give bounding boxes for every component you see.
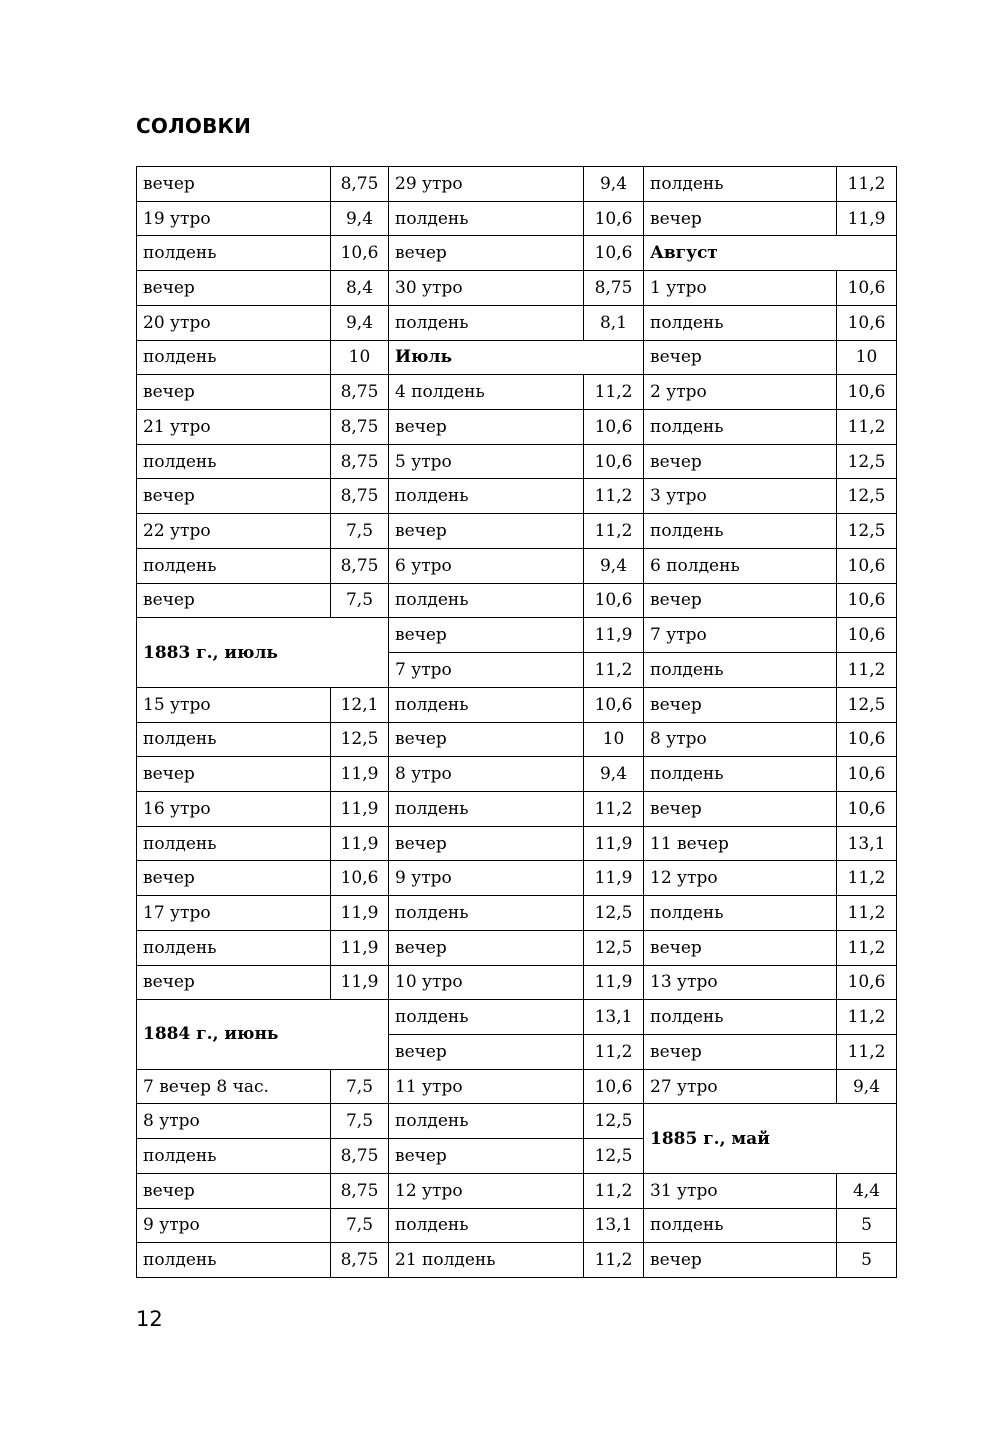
time-label-cell: 11 утро [389, 1070, 584, 1105]
time-label-cell: 13 утро [644, 966, 837, 1001]
value-cell: 9,4 [584, 167, 644, 202]
time-label-cell: полдень [137, 827, 331, 862]
value-cell: 8,75 [331, 410, 389, 445]
time-label-cell: вечер [137, 167, 331, 202]
value-cell: 8,75 [331, 1243, 389, 1278]
time-label-cell: 8 утро [644, 723, 837, 758]
value-cell: 10,6 [584, 1070, 644, 1105]
value-cell: 12,5 [331, 723, 389, 758]
value-cell: 10,6 [837, 618, 897, 653]
time-label-cell: 16 утро [137, 792, 331, 827]
value-cell: 10,6 [331, 861, 389, 896]
value-cell: 12,5 [837, 514, 897, 549]
value-cell: 9,4 [584, 549, 644, 584]
time-label-cell: 8 утро [137, 1104, 331, 1139]
time-label-cell: 11 вечер [644, 827, 837, 862]
time-label-cell: 21 полдень [389, 1243, 584, 1278]
value-cell: 12,5 [837, 445, 897, 480]
value-cell: 7,5 [331, 584, 389, 619]
value-cell: 11,2 [837, 410, 897, 445]
time-label-cell: полдень [644, 896, 837, 931]
value-cell: 8,75 [331, 445, 389, 480]
section-header: 1884 г., июнь [137, 1000, 389, 1069]
value-cell: 10,6 [584, 202, 644, 237]
time-label-cell: вечер [137, 757, 331, 792]
time-label-cell: полдень [644, 514, 837, 549]
time-label-cell: 6 полдень [644, 549, 837, 584]
value-cell: 11,9 [331, 966, 389, 1001]
time-label-cell: полдень [644, 1000, 837, 1035]
time-label-cell: полдень [137, 549, 331, 584]
time-label-cell: 7 утро [389, 653, 584, 688]
time-label-cell: полдень [137, 931, 331, 966]
time-label-cell: вечер [137, 584, 331, 619]
time-label-cell: 8 утро [389, 757, 584, 792]
value-cell: 8,75 [331, 479, 389, 514]
time-label-cell: 7 утро [644, 618, 837, 653]
time-label-cell: 29 утро [389, 167, 584, 202]
time-label-cell: вечер [137, 271, 331, 306]
section-header: 1883 г., июль [137, 618, 389, 687]
time-label-cell: вечер [644, 1035, 837, 1070]
time-label-cell: 9 утро [389, 861, 584, 896]
value-cell: 11,2 [837, 167, 897, 202]
value-cell: 11,2 [584, 792, 644, 827]
time-label-cell: вечер [644, 792, 837, 827]
time-label-cell: вечер [389, 410, 584, 445]
time-label-cell: полдень [389, 1209, 584, 1244]
value-cell: 11,9 [584, 827, 644, 862]
value-cell: 11,2 [837, 861, 897, 896]
value-cell: 7,5 [331, 1209, 389, 1244]
value-cell: 10,6 [837, 966, 897, 1001]
time-label-cell: полдень [389, 584, 584, 619]
value-cell: 12,5 [837, 479, 897, 514]
value-cell: 8,75 [584, 271, 644, 306]
time-label-cell: полдень [644, 653, 837, 688]
value-cell: 10,6 [584, 584, 644, 619]
time-label-cell: 7 вечер 8 час. [137, 1070, 331, 1105]
value-cell: 10,6 [837, 549, 897, 584]
value-cell: 11,2 [584, 375, 644, 410]
time-label-cell: 9 утро [137, 1209, 331, 1244]
value-cell: 10,6 [584, 445, 644, 480]
time-label-cell: вечер [644, 202, 837, 237]
page-number: 12 [136, 1307, 163, 1331]
value-cell: 11,9 [584, 966, 644, 1001]
value-cell: 10,6 [584, 410, 644, 445]
time-label-cell: полдень [137, 1243, 331, 1278]
value-cell: 11,2 [837, 653, 897, 688]
value-cell: 12,5 [837, 688, 897, 723]
value-cell: 10,6 [837, 757, 897, 792]
time-label-cell: вечер [389, 827, 584, 862]
time-label-cell: вечер [389, 618, 584, 653]
value-cell: 13,1 [584, 1209, 644, 1244]
time-label-cell: полдень [137, 445, 331, 480]
value-cell: 11,2 [584, 479, 644, 514]
time-label-cell: вечер [389, 723, 584, 758]
section-header: Август [644, 236, 897, 271]
value-cell: 8,75 [331, 375, 389, 410]
value-cell: 10 [584, 723, 644, 758]
value-cell: 8,75 [331, 1174, 389, 1209]
value-cell: 9,4 [584, 757, 644, 792]
time-label-cell: 15 утро [137, 688, 331, 723]
value-cell: 11,9 [331, 931, 389, 966]
value-cell: 8,75 [331, 167, 389, 202]
time-label-cell: вечер [137, 479, 331, 514]
time-label-cell: вечер [389, 1035, 584, 1070]
value-cell: 11,9 [331, 896, 389, 931]
time-label-cell: вечер [644, 445, 837, 480]
value-cell: 7,5 [331, 1104, 389, 1139]
time-label-cell: 22 утро [137, 514, 331, 549]
value-cell: 10,6 [584, 236, 644, 271]
time-label-cell: 10 утро [389, 966, 584, 1001]
time-label-cell: вечер [644, 341, 837, 376]
section-header: Июль [389, 341, 644, 376]
value-cell: 9,4 [331, 306, 389, 341]
time-label-cell: полдень [389, 688, 584, 723]
value-cell: 11,2 [584, 653, 644, 688]
time-label-cell: вечер [389, 1139, 584, 1174]
time-label-cell: 21 утро [137, 410, 331, 445]
value-cell: 10,6 [837, 723, 897, 758]
time-label-cell: 5 утро [389, 445, 584, 480]
value-cell: 10,6 [837, 584, 897, 619]
value-cell: 11,2 [584, 1174, 644, 1209]
time-label-cell: полдень [644, 1209, 837, 1244]
time-label-cell: полдень [137, 1139, 331, 1174]
time-label-cell: вечер [389, 514, 584, 549]
time-label-cell: полдень [644, 167, 837, 202]
page-title: СОЛОВКИ [136, 114, 252, 138]
time-label-cell: 4 полдень [389, 375, 584, 410]
value-cell: 11,9 [584, 861, 644, 896]
time-label-cell: вечер [644, 1243, 837, 1278]
time-label-cell: полдень [389, 896, 584, 931]
time-label-cell: полдень [389, 792, 584, 827]
time-label-cell: вечер [137, 861, 331, 896]
time-label-cell: 12 утро [644, 861, 837, 896]
value-cell: 5 [837, 1209, 897, 1244]
time-label-cell: полдень [137, 236, 331, 271]
value-cell: 13,1 [837, 827, 897, 862]
time-label-cell: вечер [644, 584, 837, 619]
time-label-cell: 27 утро [644, 1070, 837, 1105]
time-label-cell: полдень [389, 1000, 584, 1035]
value-cell: 8,75 [331, 549, 389, 584]
value-cell: 12,5 [584, 896, 644, 931]
value-cell: 11,9 [837, 202, 897, 237]
data-table [136, 166, 897, 1278]
value-cell: 13,1 [584, 1000, 644, 1035]
time-label-cell: полдень [644, 306, 837, 341]
time-label-cell: 12 утро [389, 1174, 584, 1209]
value-cell: 12,5 [584, 931, 644, 966]
value-cell: 10,6 [837, 792, 897, 827]
value-cell: 12,5 [584, 1139, 644, 1174]
time-label-cell: полдень [137, 723, 331, 758]
value-cell: 11,2 [837, 1035, 897, 1070]
value-cell: 11,9 [331, 827, 389, 862]
value-cell: 10,6 [837, 271, 897, 306]
time-label-cell: полдень [389, 202, 584, 237]
value-cell: 12,1 [331, 688, 389, 723]
time-label-cell: 17 утро [137, 896, 331, 931]
time-label-cell: полдень [644, 757, 837, 792]
value-cell: 10,6 [837, 306, 897, 341]
value-cell: 10 [331, 341, 389, 376]
time-label-cell: вечер [137, 375, 331, 410]
value-cell: 10,6 [584, 688, 644, 723]
value-cell: 4,4 [837, 1174, 897, 1209]
value-cell: 11,2 [584, 1243, 644, 1278]
value-cell: 8,4 [331, 271, 389, 306]
value-cell: 11,2 [837, 896, 897, 931]
time-label-cell: полдень [137, 341, 331, 376]
time-label-cell: 6 утро [389, 549, 584, 584]
time-label-cell: полдень [389, 306, 584, 341]
time-label-cell: вечер [137, 1174, 331, 1209]
value-cell: 11,2 [584, 514, 644, 549]
value-cell: 11,9 [584, 618, 644, 653]
time-label-cell: 20 утро [137, 306, 331, 341]
time-label-cell: 2 утро [644, 375, 837, 410]
value-cell: 7,5 [331, 1070, 389, 1105]
time-label-cell: вечер [137, 966, 331, 1001]
time-label-cell: 30 утро [389, 271, 584, 306]
value-cell: 11,2 [837, 1000, 897, 1035]
time-label-cell: вечер [644, 931, 837, 966]
value-cell: 10,6 [331, 236, 389, 271]
time-label-cell: полдень [644, 410, 837, 445]
time-label-cell: 31 утро [644, 1174, 837, 1209]
value-cell: 10 [837, 341, 897, 376]
time-label-cell: вечер [389, 931, 584, 966]
value-cell: 12,5 [584, 1104, 644, 1139]
time-label-cell: полдень [389, 479, 584, 514]
time-label-cell: 3 утро [644, 479, 837, 514]
value-cell: 11,9 [331, 757, 389, 792]
value-cell: 5 [837, 1243, 897, 1278]
time-label-cell: полдень [389, 1104, 584, 1139]
time-label-cell: 19 утро [137, 202, 331, 237]
value-cell: 9,4 [331, 202, 389, 237]
section-header: 1885 г., май [644, 1104, 897, 1173]
time-label-cell: вечер [389, 236, 584, 271]
value-cell: 9,4 [837, 1070, 897, 1105]
value-cell: 7,5 [331, 514, 389, 549]
value-cell: 10,6 [837, 375, 897, 410]
value-cell: 11,2 [837, 931, 897, 966]
time-label-cell: 1 утро [644, 271, 837, 306]
value-cell: 8,1 [584, 306, 644, 341]
time-label-cell: вечер [644, 688, 837, 723]
value-cell: 11,9 [331, 792, 389, 827]
value-cell: 11,2 [584, 1035, 644, 1070]
value-cell: 8,75 [331, 1139, 389, 1174]
